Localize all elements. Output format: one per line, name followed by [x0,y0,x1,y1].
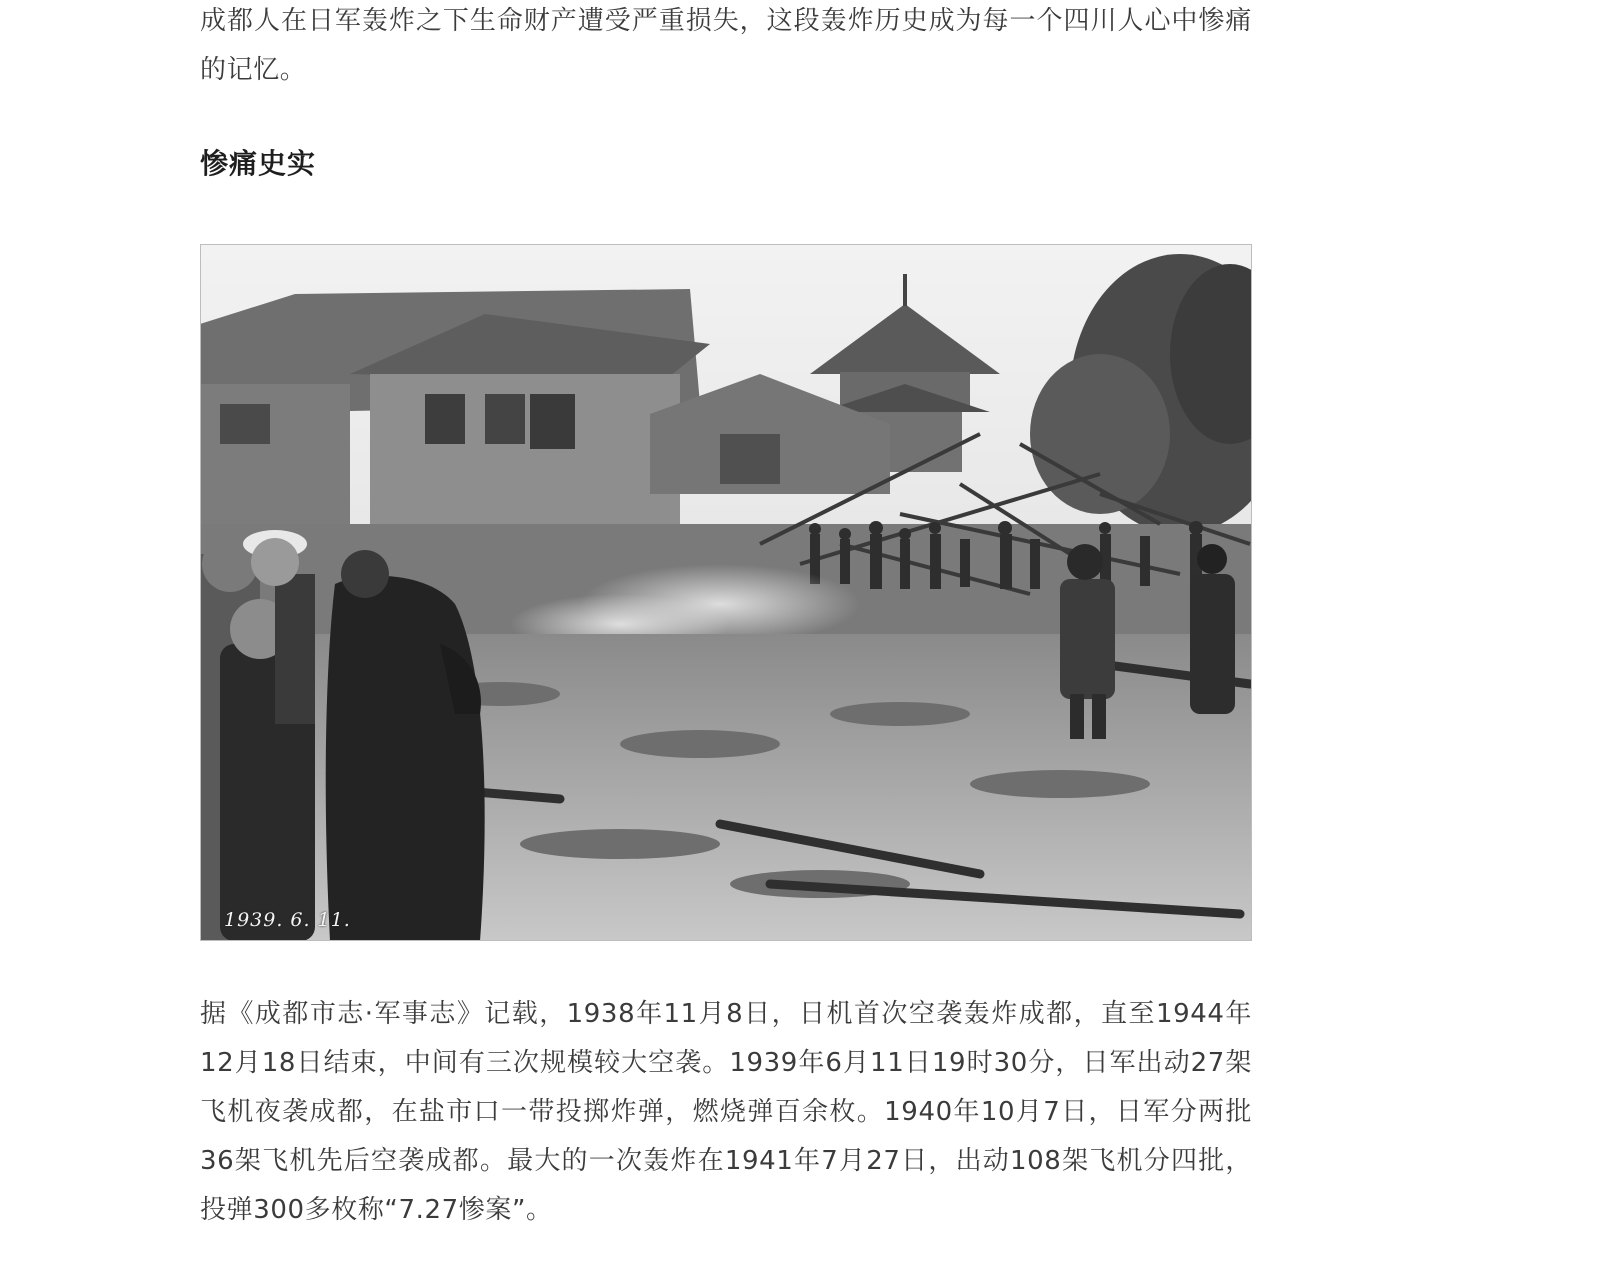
historical-photo [200,244,1252,941]
body-paragraph: 据《成都市志·军事志》记载，1938年11月8日，日机首次空袭轰炸成都，直至1944年12月18日结束，中间有三次规模较大空袭。1939年6月11日19时30分，日军出动27架飞机夜袭成都，在盐市口一带投掷炸弹，燃烧弹百余枚。1940年10月7日，日军分两批36架飞机先后空袭成都。最大的一次轰炸在1941年7月27日，出动108架飞机分四批，投弹300多枚称“7.27惨案”。 [200,999,1252,1225]
intro-paragraph: 成都人在日军轰炸之下生命财产遭受严重损失，这段轰炸历史成为每一个四川人心中惨痛的记忆。 [200,6,1252,85]
section-heading: 惨痛史实 [200,147,317,180]
bombing-ruins-photo [200,244,1252,941]
photo-date-stamp: 1939. 6. 11. [224,909,351,931]
